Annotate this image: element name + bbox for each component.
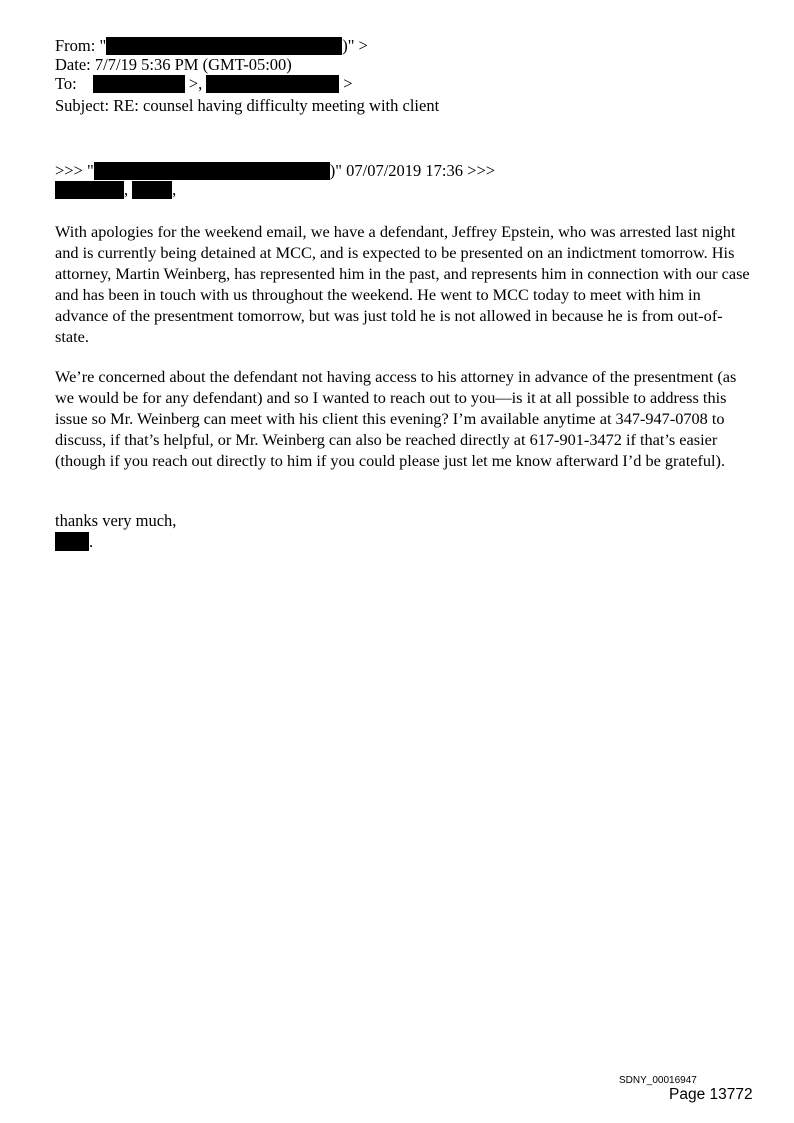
quoted-header-line [55, 162, 495, 180]
redaction-box [93, 75, 185, 93]
bates-id: SDNY_00016947 [619, 1075, 697, 1086]
quoted-recipients-line [55, 181, 176, 199]
to-separator: >, [188, 74, 203, 93]
from-suffix: )" > [342, 36, 368, 55]
redaction-box [106, 37, 342, 55]
redaction-box [55, 532, 89, 551]
closing-line: thanks very much, [55, 511, 177, 530]
to-end: > [343, 74, 353, 93]
to-line [55, 75, 353, 93]
body-paragraph-2: We’re concerned about the defendant not having access to his attorney in advance of the presentment (as we would be for any defendant) and so I wanted to reach out to you—is it at all possible to address this issue so Mr. Weinberg can meet with his client this evening? I’m available anytime at 347-947-0708 to discuss, if that’s helpful, or Mr. Weinberg can also be reached directly at 617-901-3472 if that’s easier (though if you reach out directly to him if you could please just let me know afterward I’d be grateful). [55, 367, 737, 470]
signature-end: . [89, 532, 94, 551]
from-label: From: " [55, 36, 107, 55]
signature-line [55, 532, 93, 551]
redaction-box [94, 162, 330, 180]
to-label: To: [55, 74, 77, 93]
quoted-suffix: )" 07/07/2019 17:36 >>> [329, 161, 496, 180]
body-paragraph-1: With apologies for the weekend email, we have a defendant, Jeffrey Epstein, who was arrested last night and is currently being detained at MCC, and is expected to be presented on an indictment tomorrow. His attorney, Martin Weinberg, has represented him in the past, and represents him in connection with our case and has been in touch with us throughout the weekend. He went to MCC today to meet with him in advance of the presentment tomorrow, but was just told he is not allowed in because he is from out-of-state. [55, 222, 750, 346]
comma: , [124, 180, 129, 199]
redaction-box [206, 75, 339, 93]
redaction-box [55, 181, 124, 199]
redaction-box [132, 181, 172, 199]
date-line: Date: 7/7/19 5:36 PM (GMT-05:00) [55, 55, 292, 74]
from-line [55, 37, 368, 55]
page-number: Page 13772 [669, 1086, 753, 1103]
comma: , [172, 180, 177, 199]
quoted-prefix: >>> " [55, 161, 94, 180]
subject-line: Subject: RE: counsel having difficulty meeting with client [55, 96, 440, 115]
